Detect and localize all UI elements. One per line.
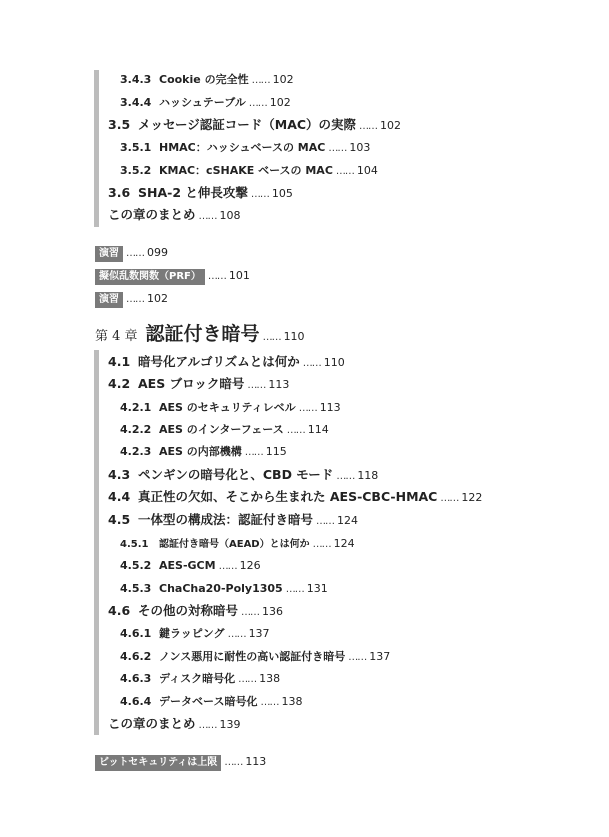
toc-title: Cookie の完全性 xyxy=(159,73,249,86)
page-number: 131 xyxy=(306,582,328,595)
toc-number: 4.5 xyxy=(108,512,131,527)
leader-dots: …… xyxy=(126,294,144,305)
page-number: 124 xyxy=(337,514,359,527)
toc-number: 4.2.3 xyxy=(120,445,152,458)
toc-number: 4.5.3 xyxy=(120,582,152,595)
toc-number: 3.6 xyxy=(108,185,131,200)
column-label: ビットセキュリティは上限 xyxy=(95,755,221,771)
toc-number: 3.4.3 xyxy=(120,73,152,86)
toc-entry-3-4-3[interactable] xyxy=(120,74,294,86)
toc-title: 鍵ラッピング xyxy=(159,627,225,640)
column-label: 演習 xyxy=(95,292,123,308)
toc-entry-4-6[interactable] xyxy=(108,605,283,618)
leader-dots: …… xyxy=(198,720,217,731)
leader-dots: …… xyxy=(224,757,243,768)
leader-dots: …… xyxy=(207,271,226,282)
chapter-label: 第 4 章 xyxy=(95,329,138,344)
toc-entry-4-2-2[interactable] xyxy=(120,424,329,436)
page-number: 113 xyxy=(268,378,290,391)
toc-entry-4-5-3[interactable] xyxy=(120,583,328,595)
page-number: 138 xyxy=(281,695,303,708)
toc-entry-4-6-4[interactable] xyxy=(120,696,302,708)
page-number: 115 xyxy=(265,445,287,458)
toc-number: 4.1 xyxy=(108,354,131,369)
leader-dots: …… xyxy=(312,539,331,550)
toc-title: この章のまとめ xyxy=(108,207,196,222)
page-number: 126 xyxy=(239,559,261,572)
toc-entry-3-5[interactable] xyxy=(108,119,401,132)
leader-dots: …… xyxy=(262,332,281,343)
leader-dots: …… xyxy=(218,561,237,572)
toc-number: 4.3 xyxy=(108,467,131,482)
page-number: 122 xyxy=(461,491,483,504)
leader-dots: …… xyxy=(328,143,347,154)
toc-entry-4-2-3[interactable] xyxy=(120,446,287,458)
toc-number: 4.5.1 xyxy=(120,539,149,550)
toc-entry-summary-ch4[interactable] xyxy=(108,718,241,731)
leader-dots: …… xyxy=(302,358,321,369)
toc-number: 3.4.4 xyxy=(120,96,152,109)
section-bar-chapter4 xyxy=(94,350,99,735)
leader-dots: …… xyxy=(227,629,246,640)
toc-title: ハッシュテーブル xyxy=(159,96,246,109)
leader-dots: …… xyxy=(316,516,335,527)
page-number: 113 xyxy=(319,401,341,414)
toc-entry-4-3[interactable] xyxy=(108,469,378,482)
toc-title: その他の対称暗号 xyxy=(138,603,239,618)
toc-entry-summary-ch3[interactable] xyxy=(108,209,241,222)
toc-title: ChaCha20-Poly1305 xyxy=(159,582,283,595)
toc-title: データベース暗号化 xyxy=(159,695,258,708)
toc-entry-4-2[interactable] xyxy=(108,378,289,391)
toc-entry-3-6[interactable] xyxy=(108,187,293,200)
page-number: 110 xyxy=(323,356,345,369)
toc-title: ディスク暗号化 xyxy=(159,672,236,685)
toc-number: 4.2.1 xyxy=(120,401,152,414)
leader-dots: …… xyxy=(298,403,317,414)
toc-number: 4.5.2 xyxy=(120,559,152,572)
column-entry-exercise-1[interactable] xyxy=(95,243,168,262)
toc-title: HMAC：ハッシュベースの MAC xyxy=(159,141,326,154)
toc-number: 3.5.1 xyxy=(120,141,152,154)
toc-number: 4.2 xyxy=(108,376,131,391)
leader-dots: …… xyxy=(244,447,263,458)
leader-dots: …… xyxy=(126,248,144,259)
toc-title: 暗号化アルゴリズムとは何か xyxy=(138,354,300,369)
toc-number: 3.5.2 xyxy=(120,164,152,177)
toc-entry-4-5-1[interactable] xyxy=(120,538,355,550)
toc-number: 4.6.4 xyxy=(120,695,152,708)
toc-entry-4-5[interactable] xyxy=(108,514,358,527)
leader-dots: …… xyxy=(198,211,217,222)
chapter-heading[interactable] xyxy=(95,325,305,344)
toc-entry-4-6-3[interactable] xyxy=(120,673,280,685)
toc-entry-4-1[interactable] xyxy=(108,356,345,369)
toc-entry-4-5-2[interactable] xyxy=(120,560,261,572)
toc-title: SHA-2 と伸長攻撃 xyxy=(138,185,248,200)
page-number: 113 xyxy=(245,755,267,768)
leader-dots: …… xyxy=(335,166,354,177)
toc-number: 3.5 xyxy=(108,117,131,132)
leader-dots: …… xyxy=(247,380,266,391)
toc-title: メッセージ認証コード（MAC）の実際 xyxy=(138,117,357,132)
leader-dots: …… xyxy=(359,121,378,132)
page-number: 124 xyxy=(333,537,355,550)
page-number: 101 xyxy=(228,269,250,282)
toc-number: 4.6 xyxy=(108,603,131,618)
toc-title: 一体型の構成法：認証付き暗号 xyxy=(138,512,314,527)
column-entry-bit-security[interactable] xyxy=(95,752,266,771)
toc-number: 4.4 xyxy=(108,489,131,504)
column-entry-prf[interactable] xyxy=(95,266,250,285)
page-number: 102 xyxy=(269,96,291,109)
chapter-title: 認証付き暗号 xyxy=(145,323,260,345)
leader-dots: …… xyxy=(260,697,279,708)
toc-title: この章のまとめ xyxy=(108,716,196,731)
toc-entry-3-5-1[interactable] xyxy=(120,142,370,154)
toc-title: AES の内部機構 xyxy=(159,445,242,458)
page-number: 108 xyxy=(219,209,241,222)
toc-entry-4-6-2[interactable] xyxy=(120,651,390,663)
page-number: 102 xyxy=(147,292,168,305)
page-number: 136 xyxy=(262,605,284,618)
leader-dots: …… xyxy=(238,674,257,685)
toc-title: AES のインターフェース xyxy=(159,423,284,436)
page-number: 103 xyxy=(349,141,371,154)
section-bar-top xyxy=(94,70,99,227)
leader-dots: …… xyxy=(285,584,304,595)
leader-dots: …… xyxy=(348,652,367,663)
toc-title: AES-GCM xyxy=(159,559,216,572)
page-number: 138 xyxy=(259,672,281,685)
page-number: 137 xyxy=(248,627,270,640)
toc-number: 4.6.3 xyxy=(120,672,152,685)
toc-title: KMAC：cSHAKE ベースの MAC xyxy=(159,164,333,177)
toc-entry-3-4-4[interactable] xyxy=(120,97,291,109)
leader-dots: …… xyxy=(286,425,305,436)
leader-dots: …… xyxy=(248,98,267,109)
toc-title: 真正性の欠如、そこから生まれた AES-CBC-HMAC xyxy=(138,489,438,504)
toc-title: 認証付き暗号（AEAD）とは何か xyxy=(159,539,310,550)
leader-dots: …… xyxy=(251,75,270,86)
toc-title: ノンス悪用に耐性の高い認証付き暗号 xyxy=(159,650,346,663)
page-number: 105 xyxy=(271,187,293,200)
leader-dots: …… xyxy=(336,471,355,482)
page-number: 099 xyxy=(147,246,168,259)
page-number: 118 xyxy=(357,469,379,482)
page-number: 104 xyxy=(356,164,378,177)
column-label: 擬似乱数関数（PRF） xyxy=(95,269,205,285)
toc-title: AES ブロック暗号 xyxy=(138,376,245,391)
toc-entry-4-6-1[interactable] xyxy=(120,628,270,640)
toc-title: AES のセキュリティレベル xyxy=(159,401,296,414)
page-number: 139 xyxy=(219,718,241,731)
page-number: 114 xyxy=(307,423,329,436)
leader-dots: …… xyxy=(250,189,269,200)
toc-entry-4-2-1[interactable] xyxy=(120,402,341,414)
toc-number: 4.6.2 xyxy=(120,650,152,663)
page-number: 102 xyxy=(272,73,294,86)
page-number: 137 xyxy=(369,650,391,663)
toc-entry-4-4[interactable] xyxy=(108,491,482,504)
page-number: 110 xyxy=(283,330,305,343)
leader-dots: …… xyxy=(440,493,459,504)
toc-title: ペンギンの暗号化と、CBD モード xyxy=(138,467,334,482)
column-label: 演習 xyxy=(95,246,123,262)
column-entry-exercise-2[interactable] xyxy=(95,289,168,308)
toc-number: 4.6.1 xyxy=(120,627,152,640)
toc-entry-3-5-2[interactable] xyxy=(120,165,378,177)
page-number: 102 xyxy=(380,119,402,132)
leader-dots: …… xyxy=(241,607,260,618)
toc-number: 4.2.2 xyxy=(120,423,152,436)
